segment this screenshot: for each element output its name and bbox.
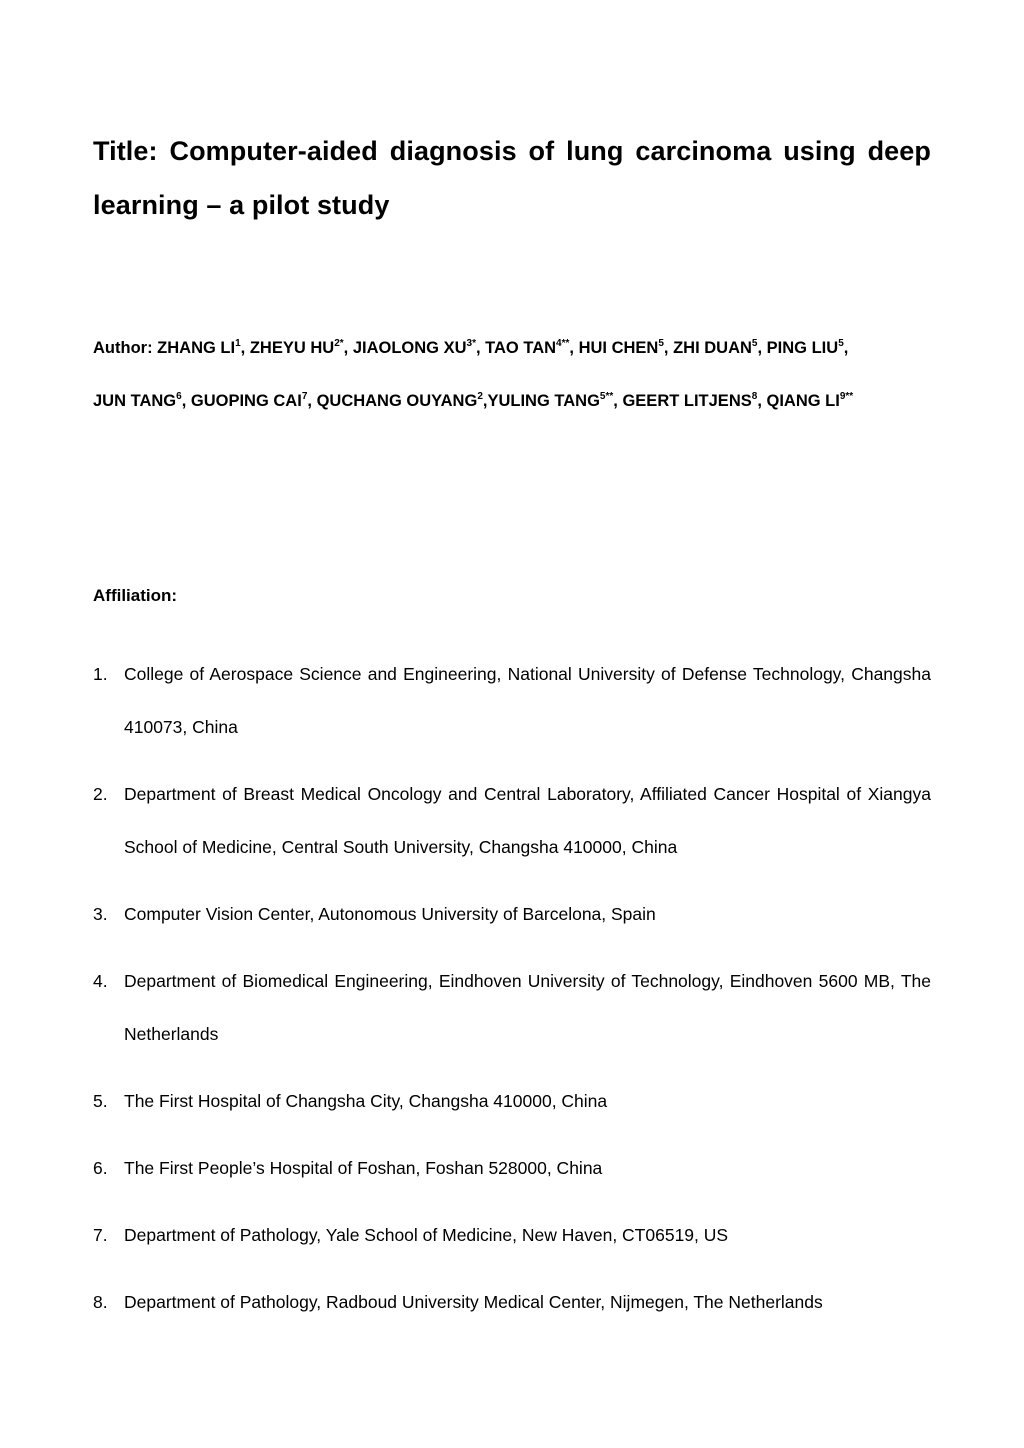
affiliation-item xyxy=(93,768,931,874)
author-name: GEERT LITJENS xyxy=(622,392,752,410)
affiliation-item xyxy=(93,648,931,754)
author-affiliation-marker: 5 xyxy=(658,338,664,349)
author-affiliation-marker: 2* xyxy=(334,338,344,349)
author-separator: , xyxy=(307,392,312,410)
author-name: YULING TANG xyxy=(487,392,600,410)
author-separator: , xyxy=(343,339,349,357)
author-name: JUN TANG xyxy=(93,392,177,410)
author-entry xyxy=(579,339,669,357)
author-affiliation-marker: 9** xyxy=(839,391,854,402)
author-affiliation-marker: 8 xyxy=(751,391,758,402)
author-affiliation-marker: 7 xyxy=(301,391,308,402)
author-name: ZHANG LI xyxy=(157,339,236,357)
affiliation-number: 7. xyxy=(93,1225,108,1245)
author-entry xyxy=(767,392,854,410)
author-entry xyxy=(622,392,761,410)
author-affiliation-marker: 5 xyxy=(838,338,844,349)
author-name: JIAOLONG XU xyxy=(352,339,467,357)
author-entry xyxy=(673,339,762,357)
author-name: PING LIU xyxy=(766,339,839,357)
author-list-line-1 xyxy=(157,339,848,357)
author-separator: , xyxy=(613,392,618,410)
author-separator: , xyxy=(181,392,187,410)
author-separator: , xyxy=(757,392,762,410)
affiliation-heading: Affiliation: xyxy=(93,586,178,605)
author-list-line-2 xyxy=(93,392,853,410)
author-name: QIANG LI xyxy=(766,392,840,410)
affiliation-text: The First People’s Hospital of Foshan, Foshan 528000, China xyxy=(124,1158,603,1178)
affiliation-number: 8. xyxy=(93,1292,108,1312)
author-entry xyxy=(353,339,481,357)
author-separator: , xyxy=(757,339,763,357)
affiliation-number: 5. xyxy=(93,1091,108,1111)
author-name: QUCHANG OUYANG xyxy=(316,392,478,410)
affiliation-text: Department of Pathology, Radboud University Medical Center, Nijmegen, The Netherlands xyxy=(124,1292,823,1312)
author-entry xyxy=(485,339,574,357)
author-affiliation-marker: 6 xyxy=(176,391,182,402)
author-affiliation-marker: 5 xyxy=(751,338,758,349)
affiliation-text: College of Aerospace Science and Engineering, National University of Defense Technology, Changsha 410073, China xyxy=(124,664,931,737)
affiliation-number: 3. xyxy=(93,904,108,924)
author-separator: , xyxy=(475,339,481,357)
author-name: GUOPING CAI xyxy=(190,392,302,410)
affiliation-item xyxy=(93,1142,931,1195)
affiliation-item xyxy=(93,1209,931,1262)
affiliation-text: Department of Biomedical Engineering, Eindhoven University of Technology, Eindhoven 5600 MB, The Netherlands xyxy=(124,971,931,1044)
affiliation-text: Department of Breast Medical Oncology and Central Laboratory, Affiliated Cancer Hospital of Xiangya School of Medicine, Central South University, Changsha 410000, China xyxy=(124,784,931,857)
author-entry xyxy=(191,392,312,410)
author-line-1 xyxy=(93,322,943,375)
author-entry xyxy=(157,339,245,357)
author-entry xyxy=(93,392,186,410)
author-separator: , xyxy=(843,339,849,357)
author-entry xyxy=(767,339,849,357)
author-affiliation-marker: 4** xyxy=(556,338,570,349)
author-separator: , xyxy=(663,339,669,357)
author-affiliation-marker: 3* xyxy=(466,338,476,349)
author-name: HUI CHEN xyxy=(578,339,659,357)
affiliation-list xyxy=(93,648,931,1343)
affiliation-text: Department of Pathology, Yale School of Medicine, New Haven, CT06519, US xyxy=(124,1225,729,1245)
author-entry xyxy=(317,392,488,410)
affiliation-item xyxy=(93,1075,931,1128)
author-name: TAO TAN xyxy=(485,339,557,357)
author-name: ZHI DUAN xyxy=(673,339,752,357)
affiliation-text: The First Hospital of Changsha City, Changsha 410000, China xyxy=(124,1091,608,1111)
author-separator: , xyxy=(240,339,246,357)
author-block xyxy=(93,322,943,428)
affiliation-item xyxy=(93,888,931,941)
paper-title: Title: Computer-aided diagnosis of lung carcinoma using deep learning – a pilot study xyxy=(93,136,931,220)
affiliation-number: 6. xyxy=(93,1158,108,1178)
affiliation-number: 4. xyxy=(93,971,108,991)
affiliation-text: Computer Vision Center, Autonomous University of Barcelona, Spain xyxy=(124,904,656,924)
author-affiliation-marker: 1 xyxy=(235,338,241,349)
author-affiliation-marker: 2 xyxy=(477,391,483,402)
author-entry xyxy=(250,339,348,357)
author-separator: , xyxy=(482,392,488,410)
affiliation-number: 1. xyxy=(93,664,108,684)
affiliation-item xyxy=(93,1276,931,1329)
author-label: Author: xyxy=(93,339,153,357)
author-line-2 xyxy=(93,375,943,428)
author-entry xyxy=(487,392,617,410)
author-affiliation-marker: 5** xyxy=(599,391,614,402)
affiliation-number: 2. xyxy=(93,784,108,804)
affiliation-item xyxy=(93,955,931,1061)
author-name: ZHEYU HU xyxy=(249,339,335,357)
author-separator: , xyxy=(569,339,574,357)
